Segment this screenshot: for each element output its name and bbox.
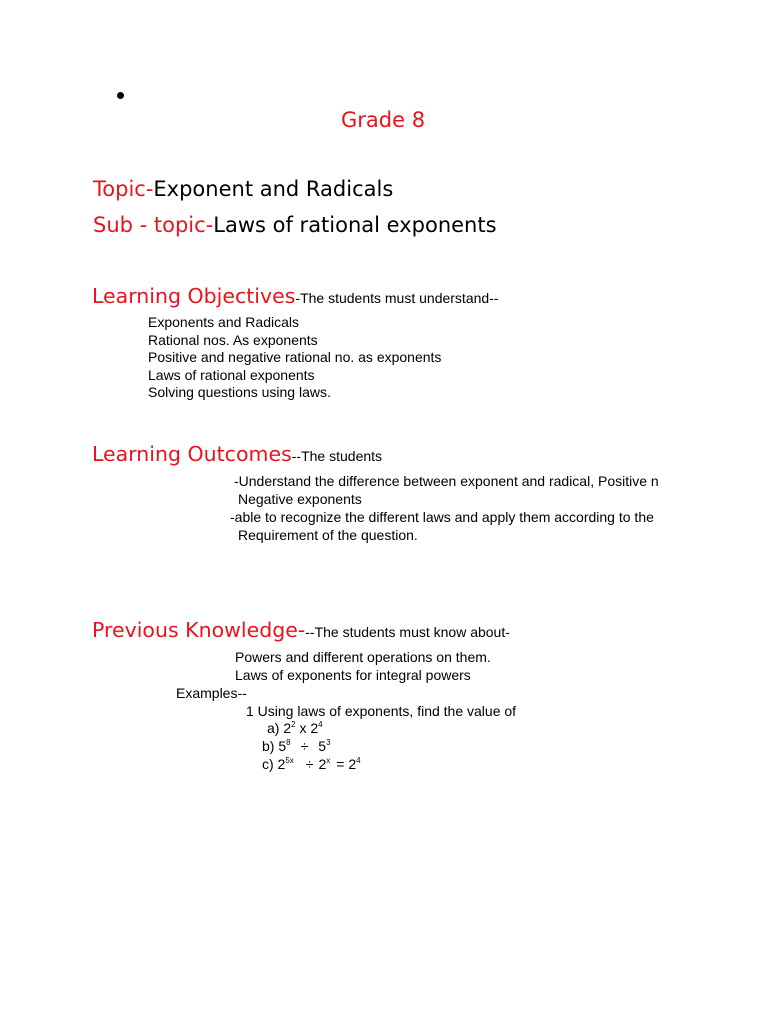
outcome-line: Requirement of the question.: [238, 527, 418, 543]
example-part-a: a) $2^2$ x $2^4$: [267, 720, 323, 736]
bullet-dot: [117, 92, 124, 99]
list-item: Laws of rational exponents: [148, 366, 315, 383]
list-item: Laws of exponents for integral powers: [235, 666, 471, 683]
list-item: Powers and different operations on them.: [235, 649, 491, 665]
outcomes-heading: Learning Outcomes: [92, 442, 292, 466]
topic-text: Exponent and Radicals: [153, 177, 394, 201]
divide-symbol: ÷: [305, 756, 314, 772]
example-part-c: c) $2^{5x} \div 2^x = 2^4$: [262, 756, 361, 772]
outcome-line: -able to recognize the different laws and apply them according to the: [230, 509, 654, 525]
objectives-heading: Learning Objectives: [92, 284, 296, 308]
objectives-heading-line: [92, 284, 499, 308]
topic-label: Topic-: [93, 177, 154, 201]
previous-list: [235, 649, 491, 684]
list-item: Positive and negative rational no. as exponents: [148, 349, 442, 366]
divide-symbol: ÷: [300, 738, 309, 754]
previous-heading-line: [92, 618, 510, 642]
outcome-line: -Understand the difference between exponent and radical, Positive n: [234, 473, 659, 489]
subtopic-text: Laws of rational exponents: [213, 213, 497, 237]
example-part-b: b) $5^8 \div 5^3$: [262, 738, 331, 754]
objectives-list: [148, 314, 441, 402]
grade-title: Grade 8: [341, 108, 426, 132]
list-item: Rational nos. As exponents: [148, 331, 318, 348]
outcome-line: Negative exponents: [238, 491, 362, 507]
previous-heading: Previous Knowledge-: [92, 618, 306, 642]
objectives-intro: -The students must understand--: [295, 290, 499, 306]
subtopic-label: Sub - topic-: [93, 213, 214, 237]
examples-label: Examples--: [176, 685, 247, 701]
outcomes-heading-line: [92, 442, 382, 466]
list-item: Solving questions using laws.: [148, 384, 331, 401]
previous-intro: --The students must know about-: [305, 624, 510, 640]
subtopic-line: [93, 213, 497, 237]
topic-line: [93, 177, 393, 201]
outcomes-intro: --The students: [291, 448, 383, 464]
example-question: 1 Using laws of exponents, find the value of: [246, 703, 517, 719]
list-item: Exponents and Radicals: [148, 314, 299, 330]
